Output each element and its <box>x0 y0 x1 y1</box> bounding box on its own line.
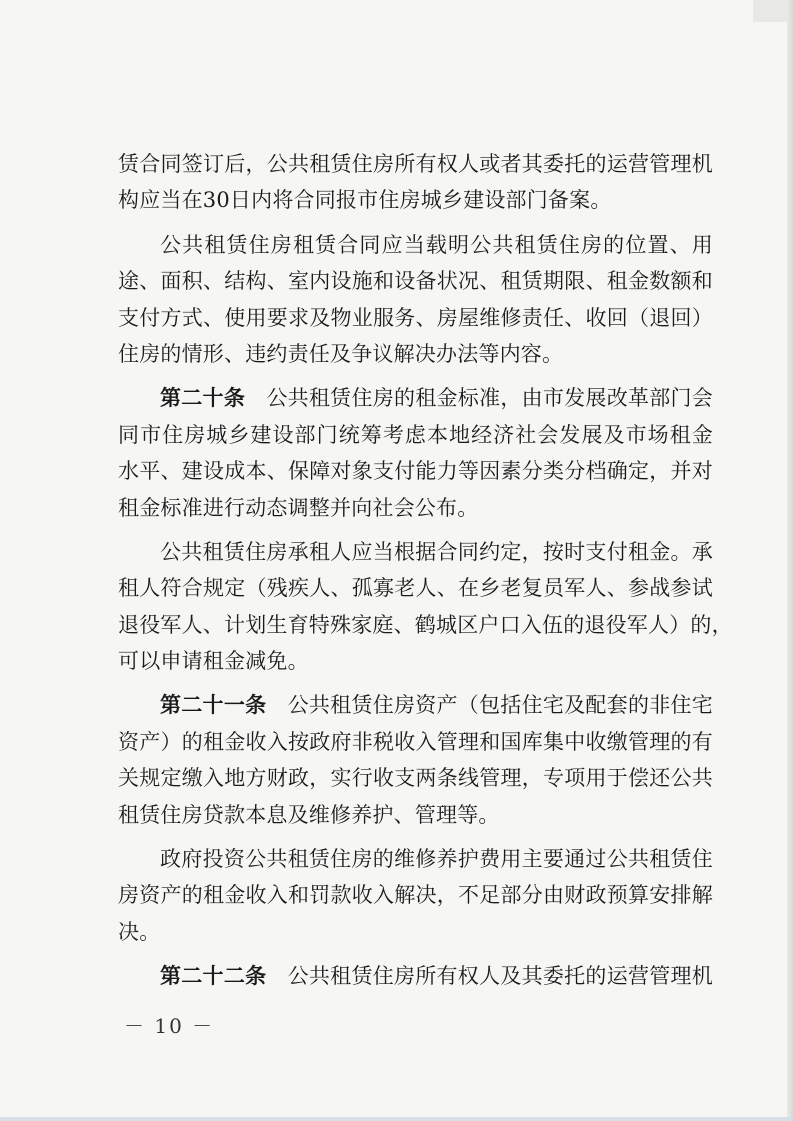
article-line: 第二十一条 公共租赁住房资产（包括住宅及配套的非住宅 <box>160 693 713 718</box>
text-line: 住房的情形、违约责任及争议解决办法等内容。 <box>118 341 564 366</box>
text-line: 支付方式、使用要求及物业服务、房屋维修责任、收回（退回） <box>118 305 713 330</box>
article-heading: 第二十一条 <box>160 693 267 718</box>
text-line: 赁合同签订后，公共租赁住房所有权人或者其委托的运营管理机 <box>118 152 713 176</box>
text-line: 水平、建设成本、保障对象支付能力等因素分类分档确定，并对 <box>118 459 713 484</box>
text-line: 租赁住房贷款本息及维修养护、管理等。 <box>118 802 500 827</box>
text-line: 房资产的租金收入和罚款收入解决，不足部分由财政预算安排解 <box>118 883 713 908</box>
article-line: 第二十条 公共租赁住房的租金标准，由市发展改革部门会 <box>160 386 713 411</box>
document-body <box>118 146 733 995</box>
text-line: 租人符合规定（残疾人、孤寡老人、在乡老复员军人、参战参试 <box>118 576 713 601</box>
text-line: 决。 <box>118 919 161 944</box>
text-line: 租金标准进行动态调整并向社会公布。 <box>118 495 479 520</box>
text-line: 途、面积、结构、室内设施和设备状况、租赁期限、租金数额和 <box>118 269 713 294</box>
page-number: － 10 － <box>124 1014 215 1038</box>
article-heading: 第二十条 <box>160 386 246 411</box>
text-line: 关规定缴入地方财政，实行收支两条线管理，专项用于偿还公共 <box>118 766 713 791</box>
text-line: 同市住房城乡建设部门统筹考虑本地经济社会发展及市场租金 <box>118 422 713 447</box>
article-heading: 第二十二条 <box>160 964 267 989</box>
text-line: 退役军人、计划生育特殊家庭、鹤城区户口入伍的退役军人）的， <box>118 612 733 637</box>
text-line: 构应当在30日内将合同报市住房城乡建设部门备案。 <box>118 188 612 213</box>
text-line: 政府投资公共租赁住房的维修养护费用主要通过公共租赁住 <box>160 847 713 872</box>
text-line: 资产）的租金收入按政府非税收入管理和国库集中收缴管理的有 <box>118 729 713 754</box>
text-line: 公共租赁住房承租人应当根据合同约定，按时支付租金。承 <box>160 539 713 564</box>
scan-edge <box>0 1117 793 1121</box>
text-line: 可以申请租金减免。 <box>118 649 309 674</box>
text-line: 公共租赁住房租赁合同应当载明公共租赁住房的位置、用 <box>160 232 713 257</box>
scan-edge <box>787 0 793 1121</box>
article-line: 第二十二条 公共租赁住房所有权人及其委托的运营管理机 <box>160 964 713 989</box>
